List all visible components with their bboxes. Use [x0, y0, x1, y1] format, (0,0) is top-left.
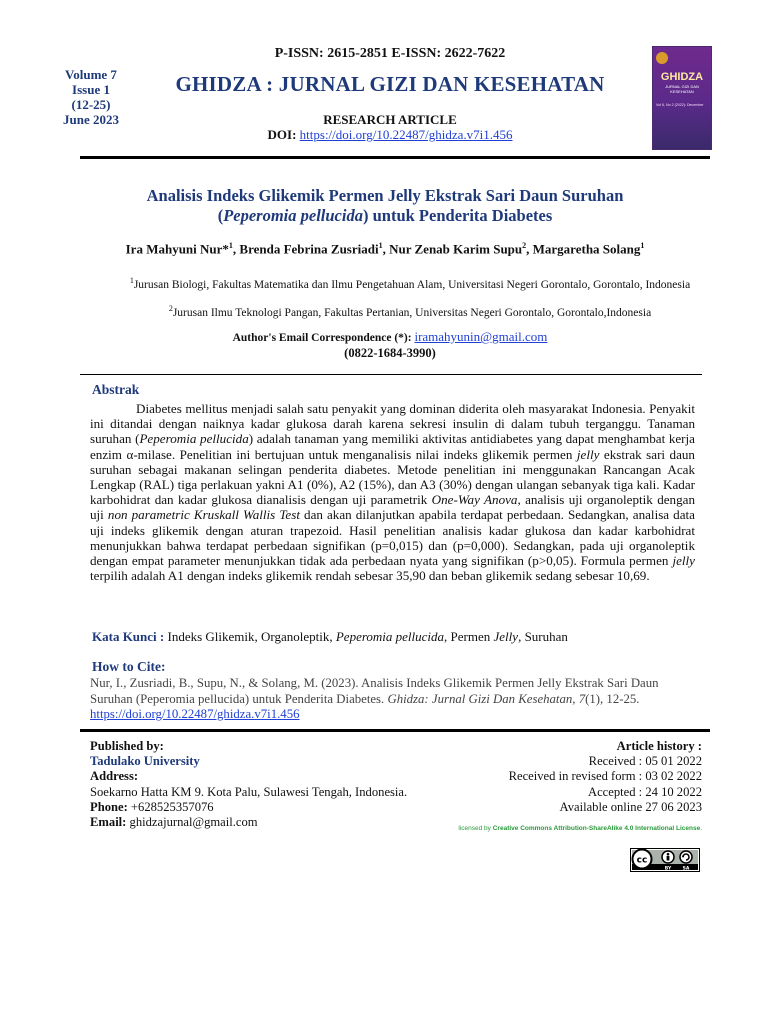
svg-text:BY: BY: [664, 866, 672, 872]
accepted-date: Accepted : 24 10 2022: [587, 784, 702, 799]
author-affiliation-marker: 1: [228, 241, 233, 250]
publisher-info: [90, 739, 410, 830]
author-name: Nur Zenab Karim Supu: [389, 241, 523, 257]
author-separator: ,: [232, 241, 240, 257]
publisher-email: Email: ghidzajurnal@gmail.com: [90, 815, 258, 830]
correspondence-email-link[interactable]: iramahyunin@gmail.com: [414, 329, 548, 344]
paper-title-species: Peperomia pellucida: [223, 206, 363, 225]
issn-line: P-ISSN: 2615-2851 E-ISSN: 2622-7622: [274, 46, 506, 61]
author-list: [60, 241, 710, 257]
paper-title: [90, 186, 680, 226]
article-history-label: Article history :: [616, 739, 702, 753]
article-history: [420, 739, 702, 815]
doi-line: [140, 127, 640, 143]
author-name: Ira Mahyuni Nur*: [125, 241, 229, 257]
author-name: Margaretha Solang: [532, 241, 641, 257]
university-logo-icon: [656, 52, 668, 64]
published-by-label: Published by:: [90, 739, 164, 753]
issue-label: Issue 1: [72, 82, 110, 97]
affiliation-1: $^1$Jurusan Biologi, Fakultas Matematika dan Ilmu Pengetahuan Alam, Universitasi Negeri Gorontalo, Gorontalo, Indonesia: [129, 276, 691, 291]
address-label: Address:: [90, 769, 139, 784]
issue-info: [50, 67, 132, 127]
cc-by-sa-badge-icon[interactable]: [630, 848, 700, 872]
revised-date: Received in revised form : 03 02 2022: [508, 769, 702, 784]
correspondence-phone: (0822-1684-3990): [344, 346, 436, 360]
keywords-label: Kata Kunci :: [92, 629, 165, 644]
received-date: Received : 05 01 2022: [588, 754, 702, 769]
cover-title: GHIDZA: [660, 71, 704, 83]
abstract-heading: Abstrak: [92, 382, 140, 397]
date-label: June 2023: [63, 112, 119, 127]
volume-label: Volume 7: [65, 67, 117, 82]
citation-text: Nur, I., Zusriadi, B., Supu, N., & Solang, M. (2023). Analisis Indeks Glikemik Permen Jelly Ekstrak Sari Daun Suruhan (Peperomia pellucida) untuk Penderita Diabetes. Ghidza: Jurnal Gizi Dan Kesehatan, 7(1), 12-25. https://doi.org/10.22487/ghidza.v7i1.456: [90, 676, 659, 721]
author-affiliation-marker: 1: [640, 241, 645, 250]
abstract-top-divider: [80, 374, 702, 375]
online-date: Available online 27 06 2023: [559, 799, 702, 814]
cover-volume-note: Vol 6, No 2 (2022): December: [656, 103, 704, 107]
svg-text:SA: SA: [682, 866, 690, 872]
author-affiliation-marker: 2: [522, 241, 527, 250]
paper-title-line1: Analisis Indeks Glikemik Permen Jelly Ekstrak Sari Daun Suruhan: [146, 186, 624, 205]
author-separator: ,: [526, 241, 533, 257]
header-divider: [80, 156, 710, 159]
footer-divider: [80, 729, 710, 732]
article-type: RESEARCH ARTICLE: [323, 112, 457, 127]
paper-title-line2: (Peperomia pellucida) untuk Penderita Diabetes: [217, 206, 553, 225]
author-name: Brenda Febrina Zusriadi: [239, 241, 379, 257]
publisher-address: Soekarno Hatta KM 9. Kota Palu, Sulawesi Tengah, Indonesia.: [90, 784, 408, 799]
journal-cover-image: [652, 46, 712, 150]
affiliation-2: $^2$Jurusan Ilmu Teknologi Pangan, Fakultas Pertanian, Universitas Negeri Gorontalo, Gorontalo,Indonesia: [168, 304, 652, 319]
correspondence-line: [140, 329, 640, 345]
license-note: licensed by Creative Commons Attribution-ShareAlike 4.0 International License.: [458, 825, 702, 832]
author-affiliation-marker: 1: [378, 241, 383, 250]
cover-subtitle-line1: JURNAL GIZI DAN: [665, 84, 699, 89]
abstract-text: Diabetes mellitus menjadi salah satu penyakit yang dominan diderita oleh masyarakat Indonesia. Penyakit ini ditandai dengan naiknya kadar glukosa darah karena sekresi insulin di dalam tubuh terganggu. Tanaman suruhan (Peperomia pellucida) adalah tanaman yang memiliki aktivitas antidiabetes yang dapat menghambat kerja enzim α-milase. Penelitian ini bertujuan untuk menganalisis nilai indeks glikemik permen jelly ekstrak sari daun suruhan sebagai makanan selingan penderita diabetes. Metode penelitian ini menggunakan Rancangan Acak Lengkap (RAL) tiga perlakuan yakni A1 (0%), A2 (15%), dan A3 (30%) dengan ulangan sebanyak tiga kali. Kadar karbohidrat dan kadar glukosa dianalisis dengan uji parametrik One-Way Anova, analisis uji organoleptik dengan uji non parametric Kruskall Wallis Test dan akan dilanjutkan apabila terdapat perbedaan. Sedangkan, analisa data uji indeks glikemik dengan aturan trapezoid. Hasil penelitian analisis kadar glukosa dan kadar karbohidrat menunjukkan bahwa terdapat perbedaan signifikan (p=0,015) dan (p=0,000). Sedangkan, pada uji organoleptik dengan empat parameter menunjukkan tidak ada perbedaan nyata yang signifikan (p>0,05). Formula permen jelly terpilih adalah A1 dengan indeks glikemik rendah sebesar 35,90 dan beban glikemik sedang sebesar 10,69.: [90, 401, 696, 584]
svg-text:cc: cc: [636, 855, 648, 866]
license-link[interactable]: Creative Commons Attribution-ShareAlike 4.0 International License: [492, 825, 701, 832]
keywords-line: Kata Kunci : Indeks Glikemik, Organoleptik, Peperomia pellucida, Permen Jelly, Suruhan: [92, 629, 568, 644]
author-separator: ,: [382, 241, 390, 257]
correspondence-label: Author's Email Correspondence (*):: [232, 332, 415, 344]
citation-doi-link[interactable]: https://doi.org/10.22487/ghidza.v7i1.456: [90, 707, 300, 721]
doi-link[interactable]: https://doi.org/10.22487/ghidza.v7i1.456: [299, 127, 513, 142]
cover-subtitle-line2: KESEHATAN: [670, 89, 694, 94]
pages-label: (12-25): [71, 97, 111, 112]
how-to-cite-heading: How to Cite:: [92, 659, 166, 674]
cover-subtitle: [653, 84, 711, 94]
publisher-phone: Phone: +628525357076: [90, 799, 214, 814]
doi-label: DOI:: [267, 127, 297, 142]
publisher-name: Tadulako University: [90, 754, 200, 769]
journal-title: GHIDZA : JURNAL GIZI DAN KESEHATAN: [175, 72, 605, 96]
